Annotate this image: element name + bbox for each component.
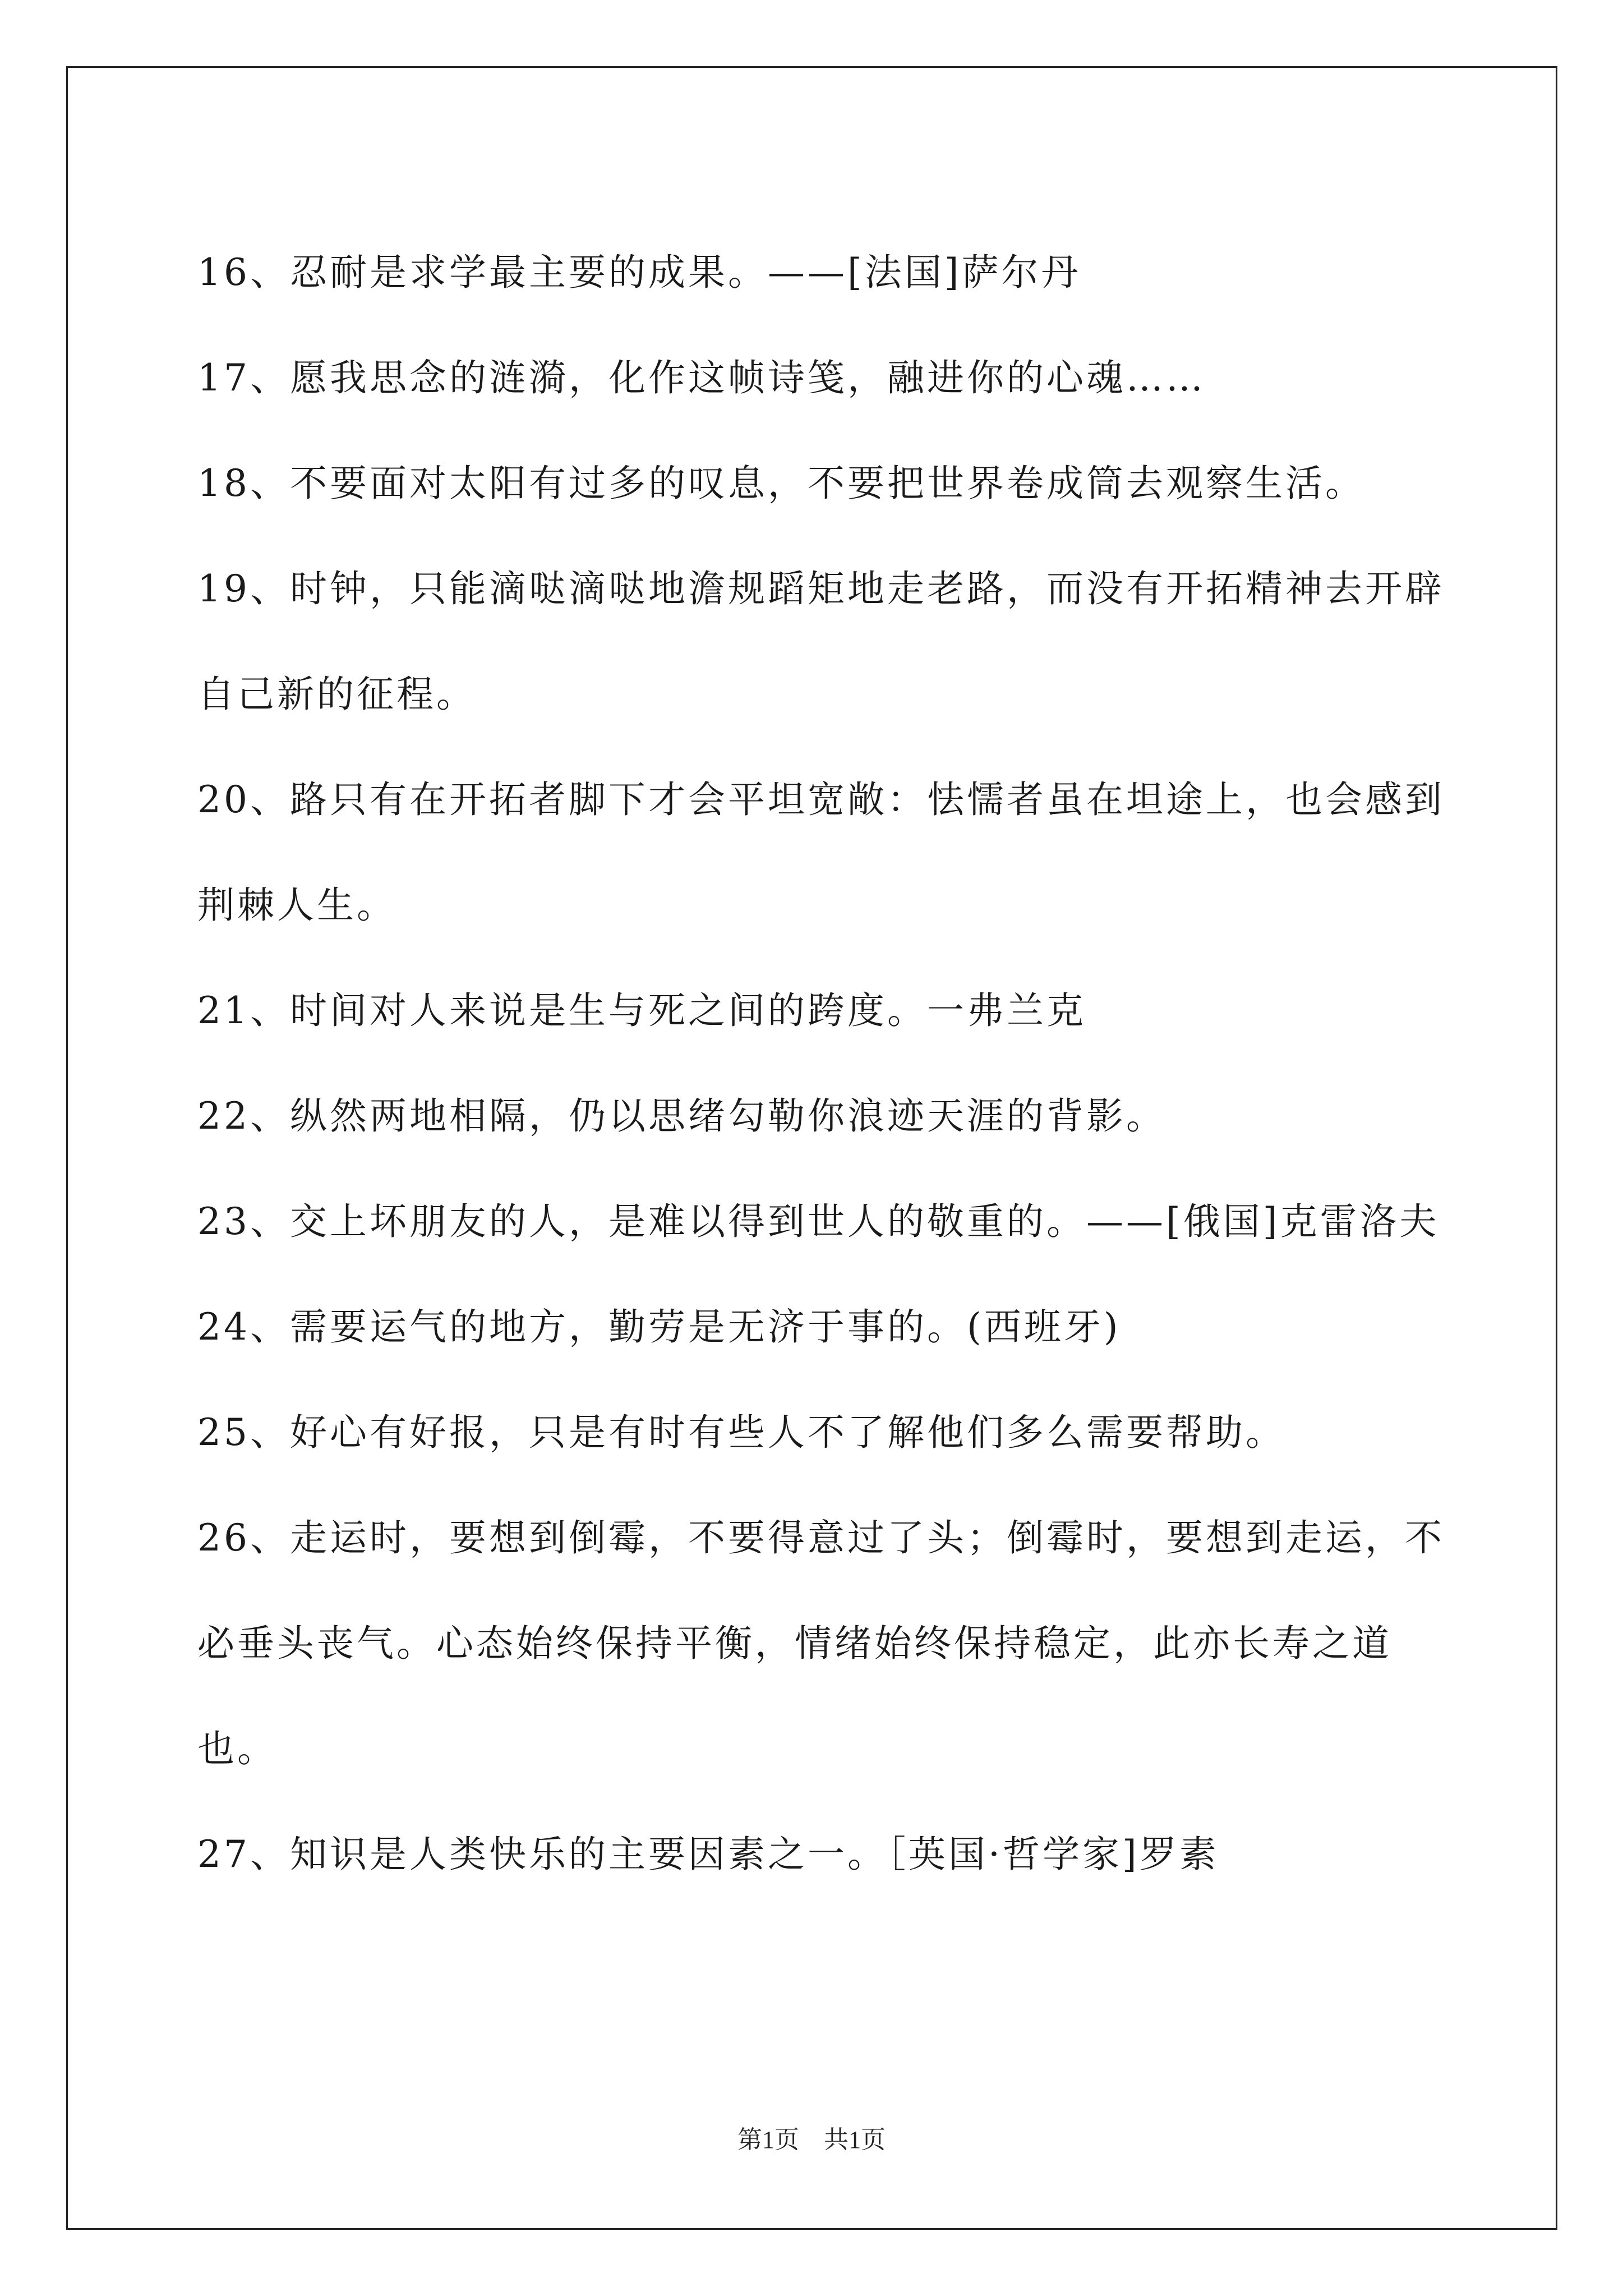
- quote-text: 、不要面对太阳有过多的叹息，不要把世界卷成筒去观察生活。: [250, 462, 1365, 505]
- quote-text: 、需要运气的地方，勤劳是无济于事的。(西班牙): [250, 1305, 1121, 1349]
- quote-item: [197, 325, 1465, 431]
- quote-text: 、走运时，要想到倒霉，不要得意过了头；倒霉时，要想到走运，不必垂头丧气。心态始终保持平衡，情绪始终保持稳定，此亦长寿之道也。: [197, 1516, 1445, 1770]
- quote-text: 、交上坏朋友的人，是难以得到世人的敬重的。——[俄国]克雷洛夫: [250, 1200, 1440, 1243]
- quote-text: 、愿我思念的涟漪，化作这帧诗笺，融进你的心魂……: [250, 356, 1206, 399]
- quote-number: 26: [197, 1516, 250, 1559]
- quote-text: 、路只有在开拓者脚下才会平坦宽敞：怯懦者虽在坦途上，也会感到荆棘人生。: [197, 778, 1445, 927]
- quote-number: 19: [197, 567, 250, 610]
- quote-number: 20: [197, 778, 250, 821]
- page-footer: 第1页 共1页: [737, 2126, 886, 2154]
- quote-item: [197, 1274, 1465, 1380]
- quote-item: [197, 747, 1465, 958]
- quote-item: [197, 220, 1465, 325]
- quote-number: 24: [197, 1305, 250, 1349]
- quote-item: [197, 1169, 1465, 1274]
- quote-item: [197, 958, 1465, 1064]
- quote-number: 22: [197, 1094, 250, 1138]
- quote-item: [197, 1802, 1465, 1907]
- quote-item: [197, 1380, 1465, 1485]
- quote-item: [197, 1064, 1465, 1169]
- quote-list: [197, 220, 1465, 1907]
- quote-text: 、忍耐是求学最主要的成果。——[法国]萨尔丹: [250, 251, 1081, 294]
- quote-text: 、好心有好报，只是有时有些人不了解他们多么需要帮助。: [250, 1411, 1285, 1454]
- quote-number: 18: [197, 462, 250, 505]
- quote-text: 、时间对人来说是生与死之间的跨度。一弗兰克: [250, 989, 1086, 1032]
- quote-item: [197, 1485, 1465, 1802]
- quote-number: 17: [197, 356, 250, 399]
- quote-item: [197, 536, 1465, 747]
- quote-number: 16: [197, 251, 250, 294]
- quote-text: 、时钟，只能滴哒滴哒地澹规蹈矩地走老路，而没有开拓精神去开辟自己新的征程。: [197, 567, 1445, 716]
- quote-text: 、纵然两地相隔，仍以思绪勾勒你浪迹天涯的背影。: [250, 1094, 1166, 1138]
- quote-text: 、知识是人类快乐的主要因素之一。［英国·哲学家]罗素: [250, 1833, 1219, 1876]
- quote-number: 25: [197, 1411, 250, 1454]
- quote-item: [197, 431, 1465, 536]
- quote-number: 21: [197, 989, 250, 1032]
- quote-number: 27: [197, 1833, 250, 1876]
- quote-number: 23: [197, 1200, 250, 1243]
